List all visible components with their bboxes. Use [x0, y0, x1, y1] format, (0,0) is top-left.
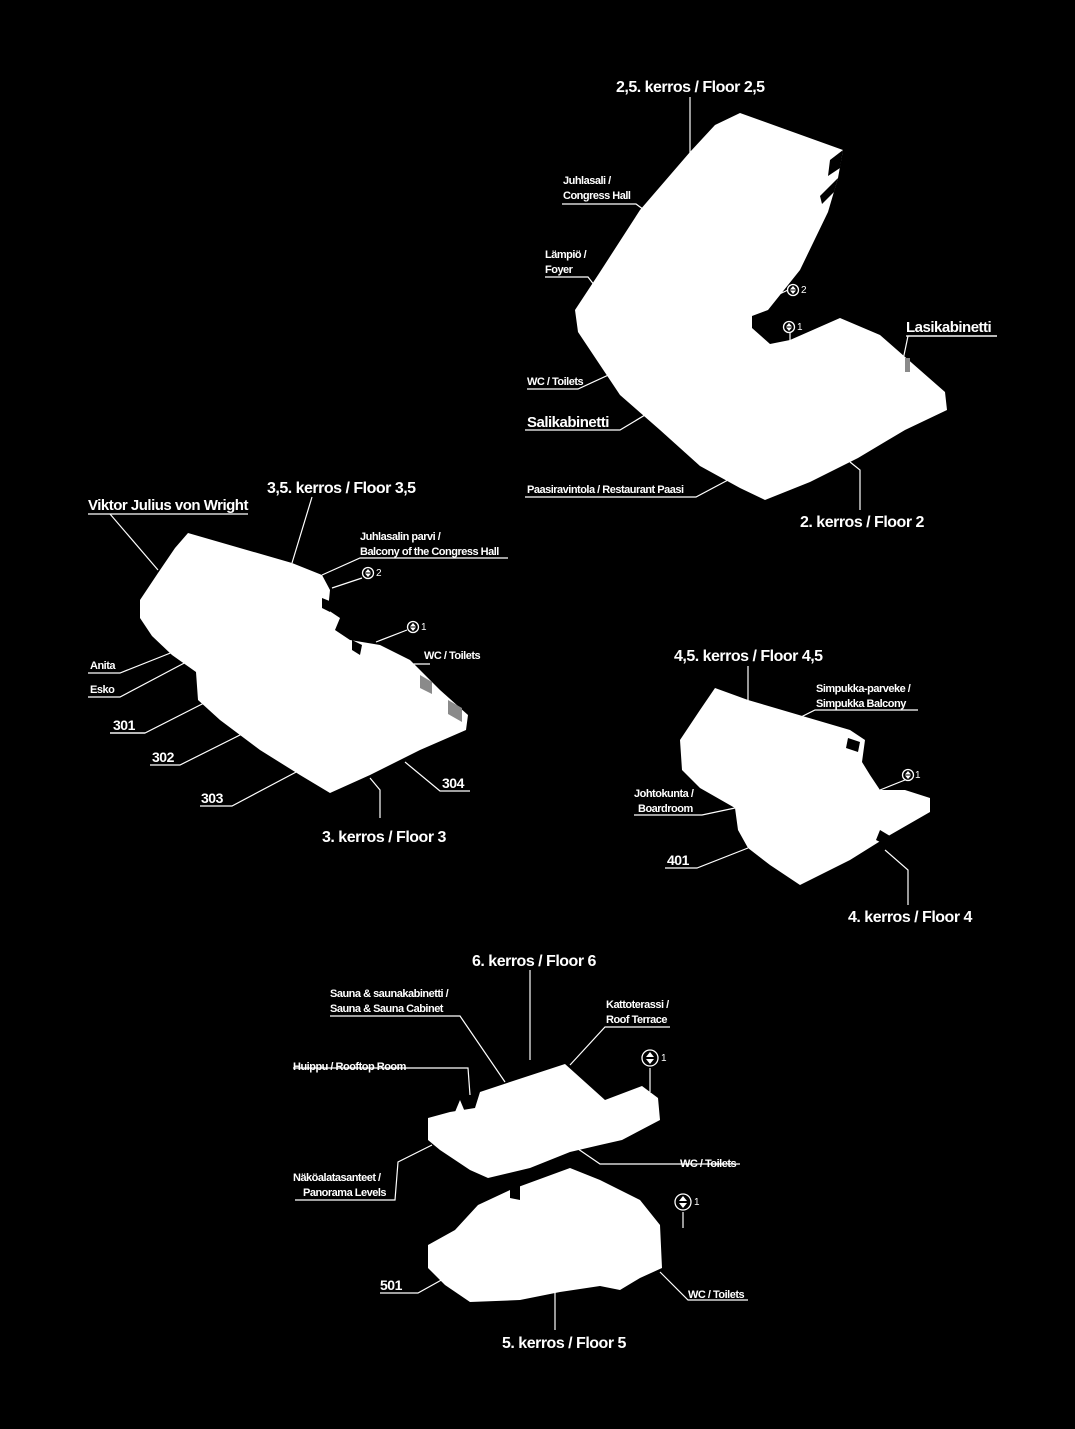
foyer-label-1: Lämpiö / [545, 249, 587, 261]
floor-6-plan [428, 1064, 660, 1178]
floor-4-shape [680, 688, 930, 885]
room-302-label: 302 [152, 749, 174, 765]
elevator-number: 1 [797, 322, 803, 333]
anita-label: Anita [90, 660, 115, 672]
floor-5-plan [428, 1168, 662, 1302]
elevator-icon [642, 1050, 658, 1066]
floor-2-5-title: 2,5. kerros / Floor 2,5 [616, 79, 765, 96]
floor-4-title: 4. kerros / Floor 4 [848, 909, 972, 926]
room-501-label: 501 [380, 1277, 402, 1293]
foyer-label-2: Foyer [545, 264, 573, 276]
panorama-label-1: Näköalatasanteet / [293, 1172, 381, 1184]
room-304-label: 304 [442, 775, 464, 791]
floor-3-5-title: 3,5. kerros / Floor 3,5 [267, 480, 416, 497]
wc-label: WC / Toilets [688, 1289, 745, 1301]
elevator-icon [788, 285, 799, 296]
simpukka-label-1: Simpukka-parveke / [816, 683, 911, 695]
elevator-number: 1 [694, 1197, 700, 1208]
floor-3-title: 3. kerros / Floor 3 [322, 829, 446, 846]
floor-3-shape [140, 533, 468, 793]
esko-label: Esko [90, 684, 115, 696]
restaurant-paasi-label: Paasiravintola / Restaurant Paasi [527, 484, 684, 496]
elevator-number: 1 [421, 622, 427, 633]
rooftop-room-label: Huippu / Rooftop Room [293, 1061, 406, 1073]
room-303-label: 303 [201, 790, 223, 806]
floor-2-shape [575, 113, 947, 500]
panorama-label-2: Panorama Levels [303, 1187, 386, 1199]
roof-terrace-label-1: Kattoterassi / [606, 999, 669, 1011]
room-401-label: 401 [667, 852, 689, 868]
salikabinetti-label: Salikabinetti [527, 414, 609, 431]
floor-4-5-title: 4,5. kerros / Floor 4,5 [674, 648, 823, 665]
elevator-number: 2 [801, 285, 807, 296]
floor-5-title: 5. kerros / Floor 5 [502, 1335, 626, 1352]
elevator-icon [903, 770, 914, 781]
congress-hall-label-2: Congress Hall [563, 190, 631, 202]
floor-6-title: 6. kerros / Floor 6 [472, 953, 596, 970]
boardroom-label-1: Johtokunta / [634, 788, 694, 800]
floor-2-title: 2. kerros / Floor 2 [800, 514, 924, 531]
viktor-label: Viktor Julius von Wright [88, 497, 248, 514]
floor-5-shape [428, 1168, 662, 1302]
room-301-label: 301 [113, 717, 135, 733]
elevator-icon [675, 1194, 691, 1210]
floor-2-plan [575, 113, 947, 500]
elevator-number: 1 [661, 1053, 667, 1064]
balcony-label-2: Balcony of the Congress Hall [360, 546, 499, 558]
roof-terrace-label-2: Roof Terrace [606, 1014, 668, 1026]
stairs-arrow-icon [455, 1100, 465, 1112]
sauna-label-2: Sauna & Sauna Cabinet [330, 1003, 443, 1015]
congress-hall-label-1: Juhlasali / [563, 175, 611, 187]
wc-label: WC / Toilets [680, 1158, 737, 1170]
wc-label: WC / Toilets [527, 376, 584, 388]
simpukka-label-2: Simpukka Balcony [816, 698, 906, 710]
boardroom-label-2: Boardroom [638, 803, 693, 815]
floor-4-plan [680, 688, 930, 885]
floor-6-shape [428, 1064, 660, 1178]
balcony-label-1: Juhlasalin parvi / [360, 531, 441, 543]
sauna-label-1: Sauna & saunakabinetti / [330, 988, 449, 1000]
lasikabinetti-label: Lasikabinetti [906, 319, 992, 336]
elevator-number: 2 [376, 568, 382, 579]
elevator-icon [363, 568, 374, 579]
wc-label: WC / Toilets [424, 650, 481, 662]
elevator-number: 1 [915, 770, 921, 781]
elevator-icon [408, 622, 419, 633]
floor-3-plan [140, 533, 468, 793]
